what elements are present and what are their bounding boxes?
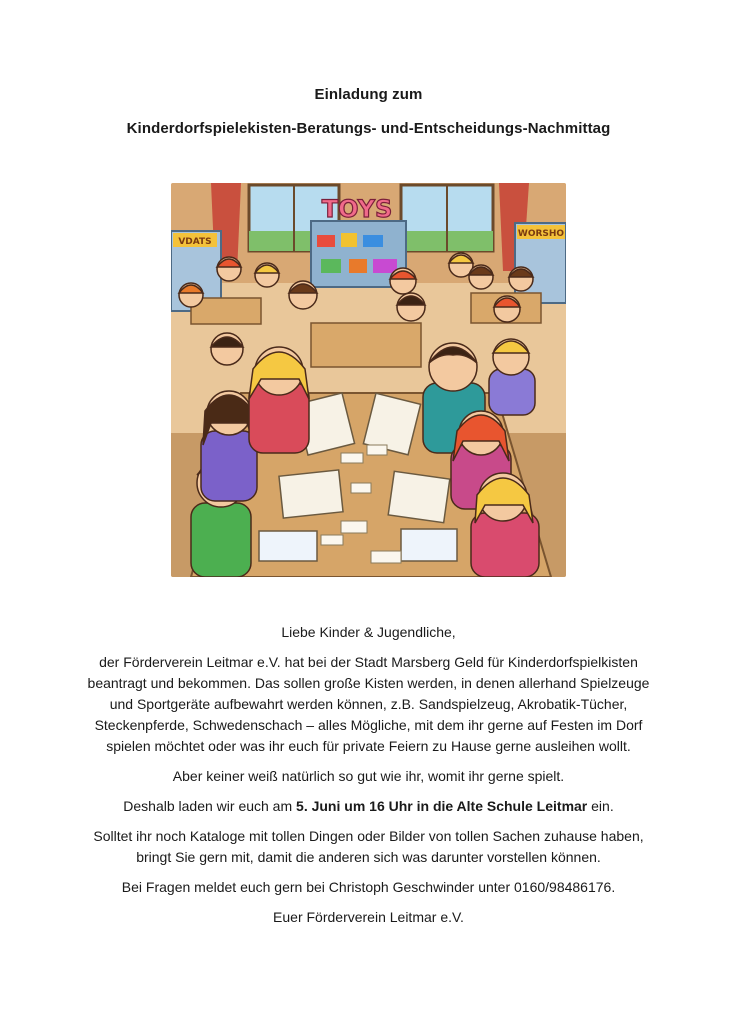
letter-body bbox=[82, 622, 655, 937]
paragraph-contact: Bei Fragen meldet euch gern bei Christoph Geschwinder unter 0160/98486176. bbox=[121, 879, 616, 895]
toys-sign: TOYS bbox=[321, 195, 393, 223]
left-shelf-sign: VDATS bbox=[178, 237, 212, 247]
greeting: Liebe Kinder & Jugendliche, bbox=[281, 624, 456, 640]
heading-line-2: Kinderdorfspielekisten-Beratungs- und-Entscheidungs-Nachmittag bbox=[126, 120, 611, 137]
heading-line-1: Einladung zum bbox=[314, 86, 423, 103]
paragraph-invitation bbox=[82, 796, 655, 817]
paragraph-nobody-knows: Aber keiner weiß natürlich so gut wie ihr, womit ihr gerne spielt. bbox=[172, 768, 565, 784]
invite-date-place: 5. Juni um 16 Uhr in die Alte Schule Leitmar bbox=[296, 798, 588, 814]
children-catalog-illustration bbox=[171, 183, 566, 577]
right-shelf-sign: WORSHO bbox=[517, 229, 565, 239]
paragraph-grant: der Förderverein Leitmar e.V. hat bei der Stadt Marsberg Geld für Kinderdorfspielkisten beantragt und bekommen. Das sollen große Kisten werden, in denen allerhand Spielzeuge und Sportgeräte aufbewahrt werden können, z.B. Sandspielzeug, Akrobatik-Tücher, Steckenpferde, Schwedenschach – alles Mögliche, mit dem ihr gerne auf Festen im Dorf spielen möchtet oder was ihr euch für private Feiern zu Hause gerne ausleihen wollt. bbox=[87, 654, 650, 754]
paragraph-catalogs: Solltet ihr noch Kataloge mit tollen Dingen oder Bilder von tollen Sachen zuhause haben, bringt Sie gern mit, damit die anderen sich was darunter vorstellen können. bbox=[93, 828, 644, 865]
invite-suffix: ein. bbox=[587, 798, 614, 814]
signoff: Euer Förderverein Leitmar e.V. bbox=[273, 909, 464, 925]
invite-prefix: Deshalb laden wir euch am bbox=[123, 798, 297, 814]
